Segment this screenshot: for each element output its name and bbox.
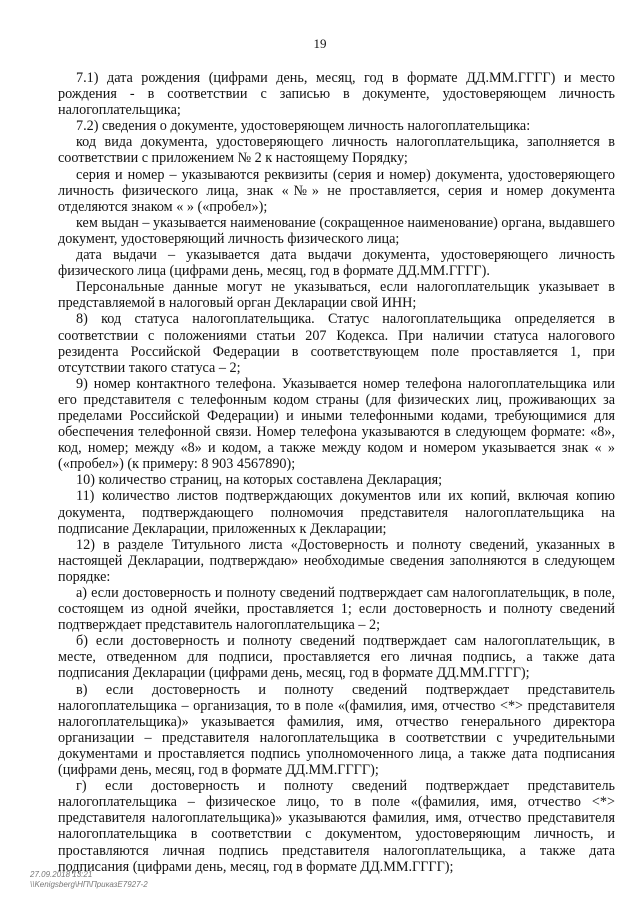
print-footer	[30, 870, 148, 890]
paragraph-issued-by: кем выдан – указывается наименование (сокращенное наименование) органа, выдавшего документ, удостоверяющий личность физического лица;	[58, 214, 615, 247]
paragraph-7-1: 7.1) дата рождения (цифрами день, месяц, год в формате ДД.ММ.ГГГГ) и место рождения - в соответствии с записью в документе, удостоверяющем личность налогоплательщика;	[58, 70, 615, 119]
footer-file-path: \\Kenigsberg\НП\ПриказЕ7927-2	[30, 880, 148, 889]
document-body	[58, 70, 615, 875]
paragraph-document-code: код вида документа, удостоверяющего личность налогоплательщика, заполняется в соответствии с приложением № 2 к настоящему Порядку;	[58, 134, 615, 167]
paragraph-10: 10) количество страниц, на которых составлена Декларация;	[76, 472, 443, 489]
paragraph-12-a: а) если достоверность и полноту сведений подтверждает сам налогоплательщик, в поле, состоящем из одной ячейки, проставляется 1; если достоверность и полноту сведений подтверждает представитель налогоплательщика – 2;	[58, 585, 615, 634]
paragraph-issue-date: дата выдачи – указывается дата выдачи документа, удостоверяющего личность физического лица (цифрами день, месяц, год в формате ДД.ММ.ГГГГ).	[58, 247, 615, 280]
paragraph-7-2: 7.2) сведения о документе, удостоверяющем личность налогоплательщика:	[76, 118, 531, 135]
paragraph-8: 8) код статуса налогоплательщика. Статус налогоплательщика определяется в соответствии с положениями статьи 207 Кодекса. При наличии статуса налогового резидента Российской Федерации в соответствующем поле проставляется 1, при отсутствии такого статуса – 2;	[58, 311, 615, 376]
paragraph-11: 11) количество листов подтверждающих документов или их копий, включая копию документа, подтверждающего полномочия представителя налогоплательщика на подписание Декларации, приложенных к Декларации;	[58, 488, 615, 537]
paragraph-personal-data: Персональные данные могут не указываться, если налогоплательщик указывает в представляемой в налоговый орган Декларации свой ИНН;	[58, 279, 615, 312]
paragraph-12: 12) в разделе Титульного листа «Достоверность и полноту сведений, указанных в настоящей Декларации, подтверждаю» необходимые сведения заполняются в следующем порядке:	[58, 536, 615, 585]
paragraph-12-g: г) если достоверность и полноту сведений подтверждает представитель налогоплательщика – физическое лицо, то в поле «(фамилия, имя, отчество <*> представителя налогоплательщика)» указываются фамилия, имя, отчество представителя налогоплательщика в соответствии с документом, удостоверяющим личность, и проставляются личная подпись представителя налогоплательщика, а также дата подписания (цифрами день, месяц, год в формате ДД.ММ.ГГГГ);	[58, 778, 615, 875]
paragraph-12-v: в) если достоверность и полноту сведений подтверждает представитель налогоплательщика – организация, то в поле «(фамилия, имя, отчество <*> представителя налогоплательщика)» указывается фамилия, имя, отчество генерального директора организации – представителя налогоплательщика в соответствии с учредительными документами и проставляется подпись уполномоченного лица, а также дата подписания (цифрами день, месяц, год в формате ДД.ММ.ГГГГ);	[58, 681, 615, 779]
page-number: 19	[313, 36, 327, 51]
paragraph-series-number: серия и номер – указываются реквизиты (серия и номер) документа, удостоверяющего личность физического лица, знак «№» не проставляется, серия и номер документа отделяются знаком « » («пробел»);	[58, 166, 615, 215]
paragraph-12-b: б) если достоверность и полноту сведений подтверждает сам налогоплательщик, в месте, отведенном для подписи, проставляется его личная подпись, а также дата подписания Декларации (цифрами день, месяц, год в формате ДД.ММ.ГГГГ);	[58, 633, 615, 682]
paragraph-9: 9) номер контактного телефона. Указывается номер телефона налогоплательщика или его представителя с телефонным кодом страны (для физических лиц, проживающих за пределами Российской Федерации) и иными телефонными кодами, требующимися для обеспечения телефонной связи. Номер телефона указываются в следующем формате: «8», код, номер; между «8» и кодом, а также между кодом и номером указывается знак « » («пробел») (к примеру: 8 903 4567890);	[58, 375, 615, 473]
footer-timestamp: 27.09.2018 13:21	[30, 870, 93, 879]
